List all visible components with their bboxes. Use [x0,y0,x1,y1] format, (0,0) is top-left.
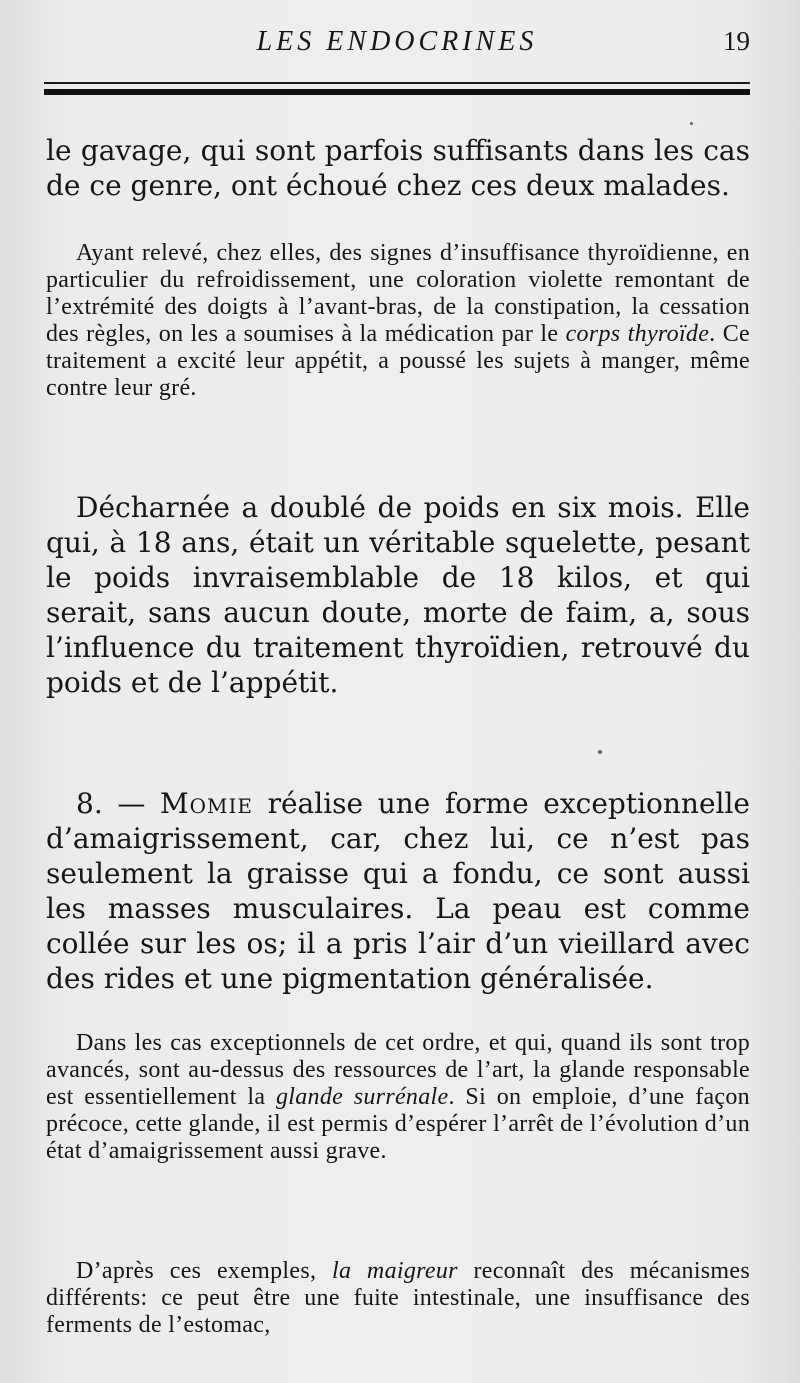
page-number: 19 [723,26,750,56]
paragraph-text: le gavage, qui sont parfois suffisants dans les cas de ce genre, ont échoué chez ces deux malades. [46,134,750,202]
paragraph-maigreur [46,1258,750,1339]
paragraph-gavage [46,133,750,203]
paper-speck [690,122,693,125]
patient-name: Momie [159,787,253,820]
paragraph-text: D’après ces exemples, [76,1258,332,1284]
paragraph-text: Ayant relevé, chez elles, des signes d’insuffisance thyroïdienne, en particulier du refroidissement, une coloration violette remontant de l’extrémité des doigts à l’avant-bras, de la constipation, la cessation des règles, on les a soumises à la médication par le [46,240,750,347]
paragraph-decharnee [46,490,750,700]
header-rule-thin [44,82,750,84]
paragraph-text: . Ce traitement a excité leur appétit, a poussé les sujets à manger, même contre leur gré. [46,321,750,401]
paragraph-momie [46,786,750,996]
paragraph-text: . Si on emploie, d’une façon précoce, cette glande, il est permis d’espérer l’arrêt de l’évolution d’un état d’amaigrissement aussi grave. [46,1084,750,1164]
running-title: LES ENDOCRINES [256,26,538,57]
page-header [44,26,750,70]
emphasis-glande-surrenale: glande surrénale [275,1084,449,1110]
emphasis-la-maigreur: la maigreur [331,1258,458,1284]
paragraph-insuffisance [46,240,750,402]
paper-speck [598,750,602,754]
paragraph-text: Dans les cas exceptionnels de cet ordre, et qui, quand ils sont trop avancés, sont au-dessus des ressources de l’art, la glande responsable est essentiellement la [46,1030,750,1110]
case-number: 8. — [76,787,160,820]
header-rule-thick [44,89,750,95]
paragraph-text: réalise une forme exceptionnelle d’amaigrissement, car, chez lui, ce n’est pas seulement la graisse qui a fondu, ce sont aussi les masses musculaires. La peau est comme collée sur les os; il a pris l’air d’un vieillard avec des rides et une pigmentation généralisée. [46,787,750,995]
paragraph-text: Décharnée a doublé de poids en six mois. Elle qui, à 18 ans, était un véritable squelette, pesant le poids invraisemblable de 18 kilos, et qui serait, sans aucun doute, morte de faim, a, sous l’influence du traitement thyroïdien, retrouvé du poids et de l’appétit. [46,491,750,699]
paragraph-surrenale [46,1030,750,1165]
emphasis-corps-thyroide: corps thyroïde [565,321,710,347]
paragraph-text: reconnaît des mécanismes différents: ce peut être une fuite intestinale, une insuffisance des ferments de l’estomac, [46,1258,750,1338]
